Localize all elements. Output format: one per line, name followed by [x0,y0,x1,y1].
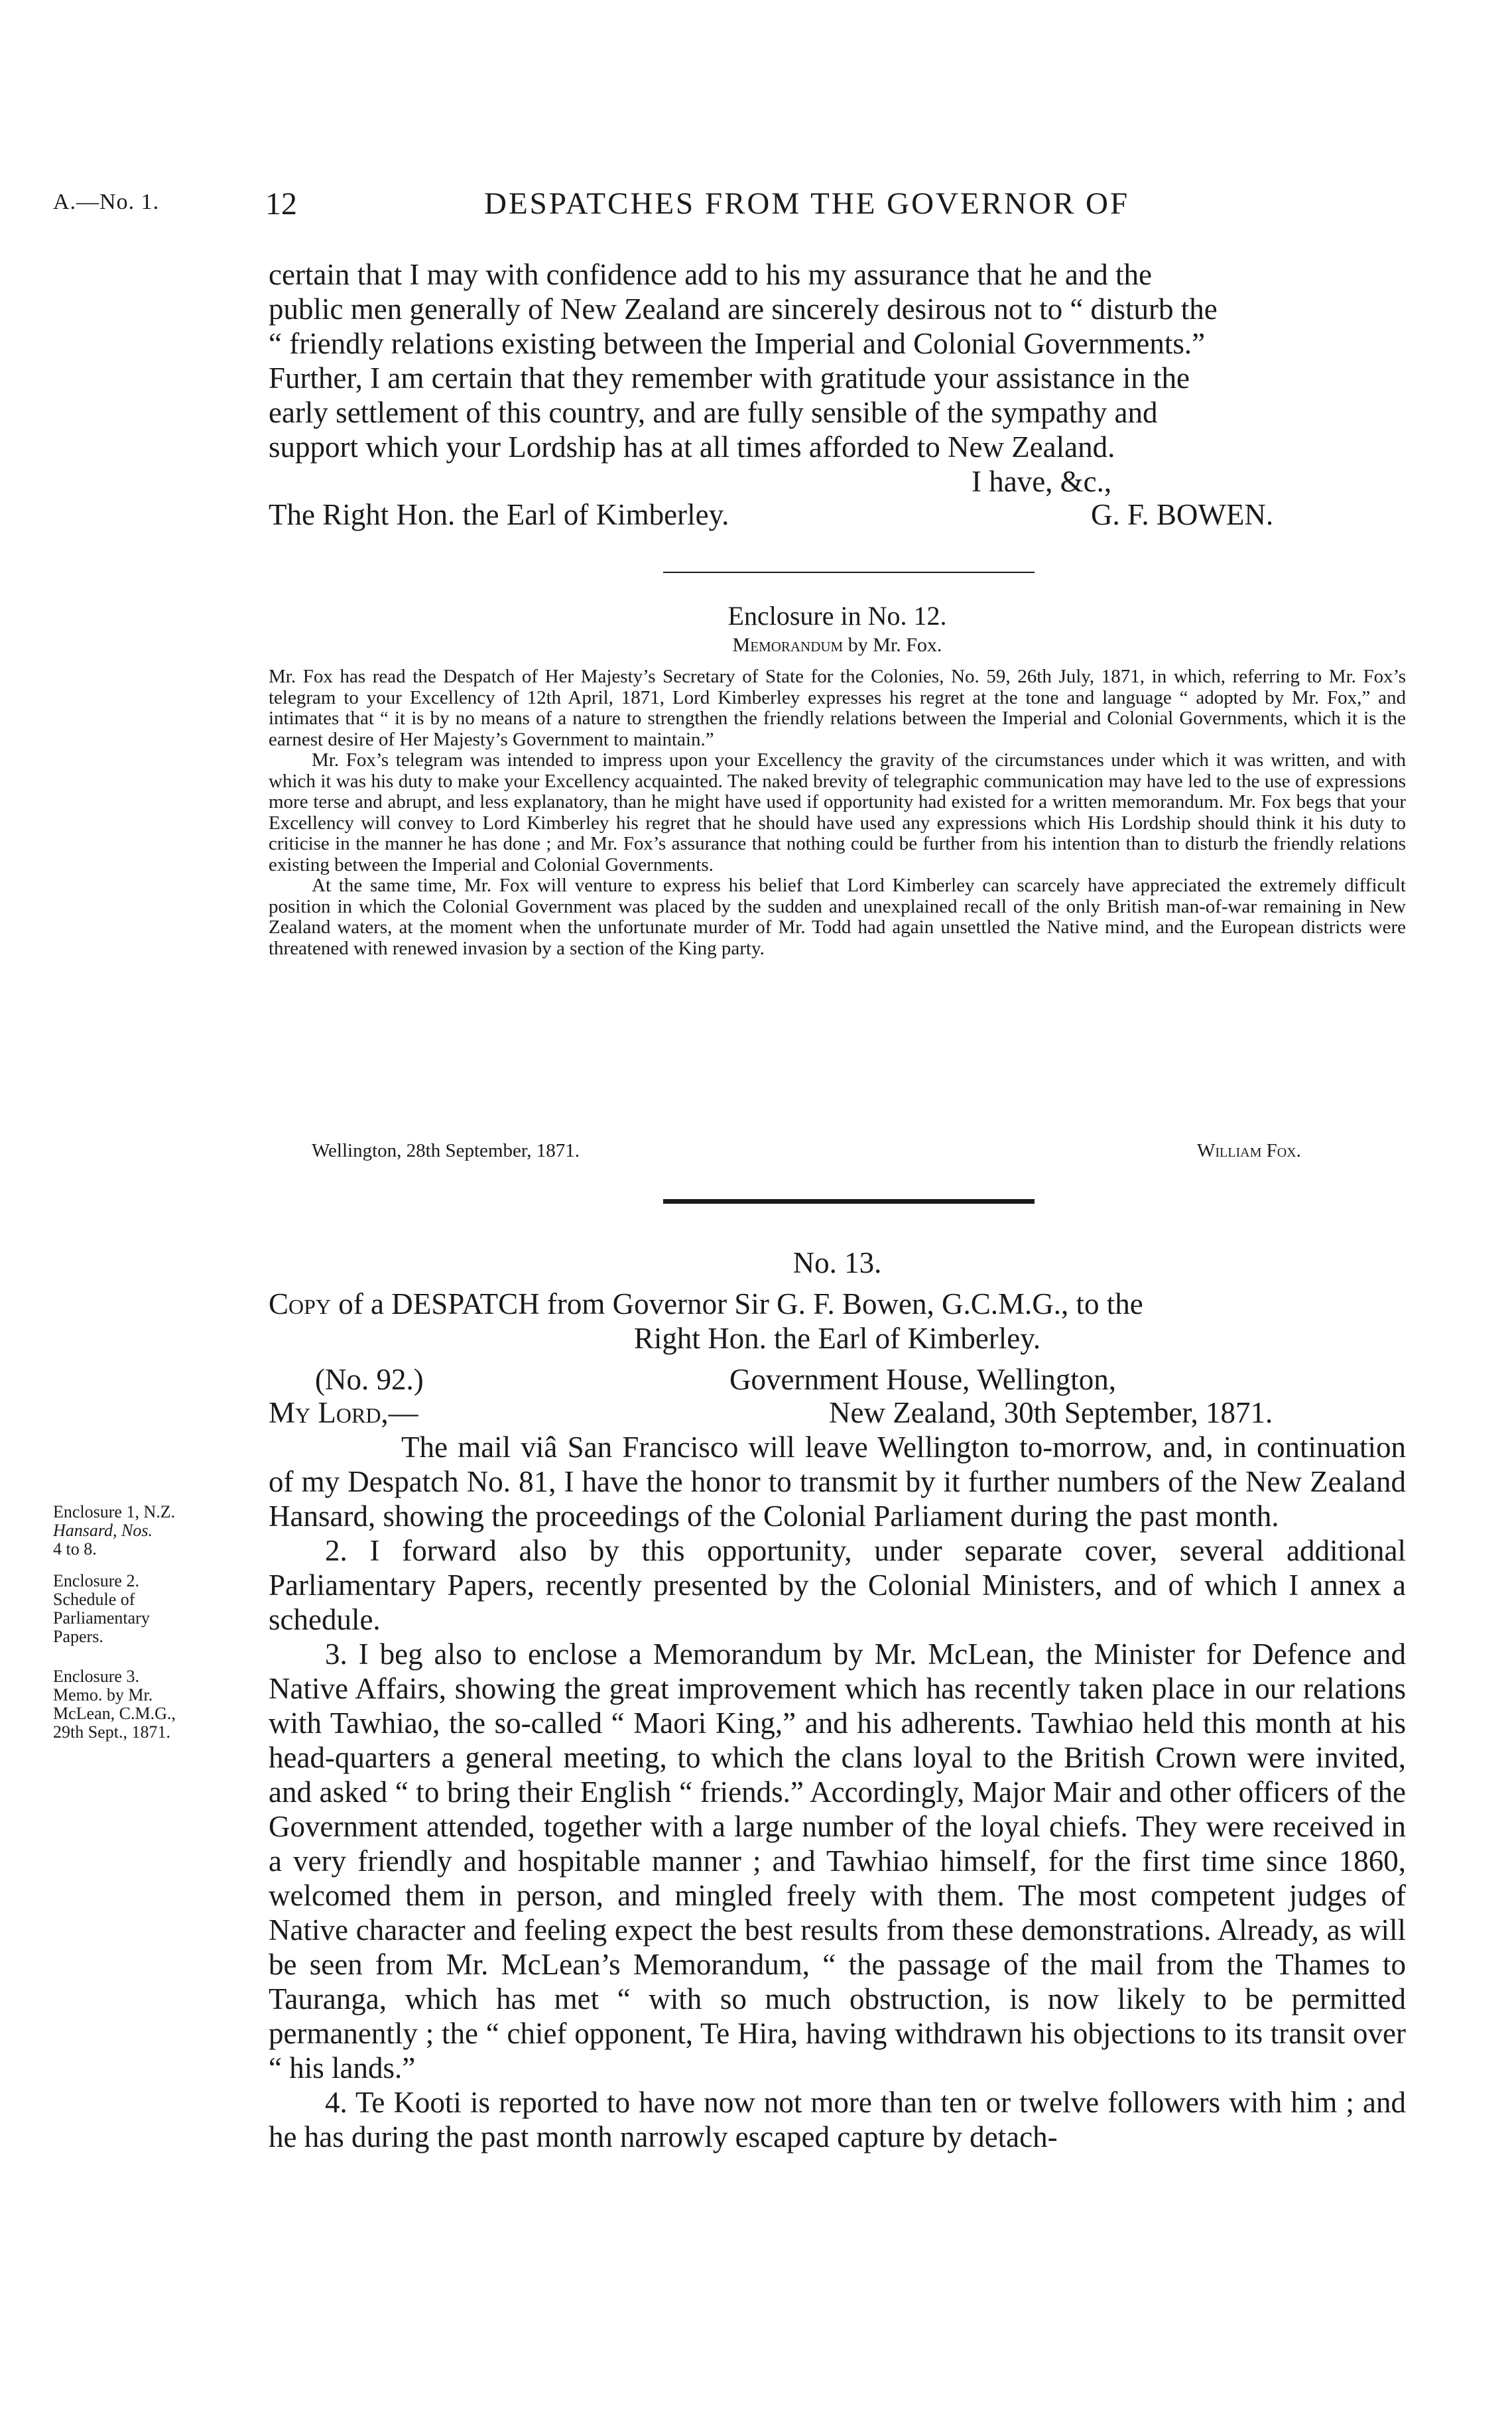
margin-note-enclosure-3: Enclosure 3. Memo. by Mr. McLean, C.M.G., 29th Sept., 1871. [53,1667,176,1742]
despatch-body [269,1430,1406,2154]
text-line: public men generally of New Zealand are sincerely desirous not to “ disturb the [269,292,1218,326]
memo-paragraph: Mr. Fox’s telegram was intended to impress upon your Excellency the gravity of the circumstances under which it was written, and with which it was his duty to make your Excellency acquainted. The naked brevity of telegraphic communication may have led to the use of expressions more terse and abrupt, and less explanatory, than he might have used if opportunity had existed for a written memorandum. Mr. Fox begs that your Excellency will convey to Lord Kimberley his regret that he should have used any expressions which His Lordship should think it his duty to criticise in the manner he has done ; and Mr. Fox’s assurance that nothing could be further from his intention than to disturb the friendly relations existing between the Imperial and Colonial Governments. [269,749,1406,875]
memo-signature: William Fox. [1197,1140,1301,1161]
despatch-paragraph: 3. I beg also to enclose a Memorandum by Mr. McLean, the Minister for Defence and Native Affairs, showing the great improvement which has recently taken place in our relations with Tawhiao, the so-called “ Maori King,” and his adherents. Tawhiao held this month at his head-quarters a general meeting, to which the clans loyal to the British Crown were invited, and asked “ to bring their English “ friends.” Accordingly, Major Mair and other officers of the Government attended, together with a large number of the loyal chiefs. They were received in a very friendly and hospitable manner ; and Tawhiao himself, for the first time since 1860, welcomed them in person, and mingled freely with them. The most competent judges of Native character and feeling expect the best results from these demonstrations. Already, as will be seen from Mr. McLean’s Memorandum, “ the passage of the mail from the Thames to Tauranga, which has met “ with so much obstruction, is now likely to be permitted permanently ; the “ chief opponent, Te Hira, having withdrawn his objections to its transit over “ his lands.” [269,1637,1406,2084]
address-line1: Government House, Wellington, [729,1363,1116,1396]
text-line: support which your Lordship has at all times afforded to New Zealand. [269,430,1115,464]
running-header [53,186,1459,225]
despatch-title: Copy of a DESPATCH from Governor Sir G. F. Bowen, G.C.M.G., to the [269,1287,1143,1320]
text-line: early settlement of this country, and are fully sensible of the sympathy and [269,396,1158,429]
enclosure-heading: Enclosure in No. 12. [727,601,947,631]
text-line: certain that I may with confidence add to his my assurance that he and the [269,258,1153,291]
closing-formula: I have, &c., [972,465,1112,498]
despatch-number: No. 13. [792,1246,882,1279]
despatch-paragraph: The mail viâ San Francisco will leave Wellington to-morrow, and, in continuation of my Despatch No. 81, I have the honor to transmit by it further numbers of the New Zealand Hansard, showing the proceedings of the Colonial Parliament during the past month. [269,1431,1406,1533]
section-divider-heavy [663,1199,1035,1204]
memorandum-text [269,667,1406,959]
text-line: “ friendly relations existing between the Imperial and Colonial Governments.” [269,327,1206,360]
section-divider [663,572,1035,573]
address-line2: New Zealand, 30th September, 1871. [829,1396,1273,1429]
paper-reference: A.—No. 1. [53,190,160,214]
despatch-no: (No. 92.) [315,1363,424,1396]
running-title: DESPATCHES FROM THE GOVERNOR OF [484,186,1130,221]
text-line: Further, I am certain that they remember with gratitude your assistance in the [269,361,1190,395]
margin-note-enclosure-2: Enclosure 2. Schedule of Parliamentary Papers. [53,1571,150,1646]
despatch-paragraph: 4. Te Kooti is reported to have now not more than ten or twelve followers with him ; and he has during the past month narrowly escaped capture by detach- [269,2086,1406,2153]
memo-paragraph: Mr. Fox has read the Despatch of Her Majesty’s Secretary of State for the Colonies, No. 59, 26th July, 1871, in which, referring to Mr. Fox’s telegram to your Excellency of 12th April, 1871, Lord Kimberley expresses his regret at the tone and language “ adopted by Mr. Fox,” and intimates that “ it is by no means of a nature to strengthen the friendly relations between the Imperial and Colonial Governments, which it is the earnest desire of Her Majesty’s Government to maintain.” [269,666,1406,750]
salutation: My Lord,— [269,1396,418,1429]
place-date: Wellington, 28th September, 1871. [312,1140,580,1161]
enclosure-subheading: Memorandum by Mr. Fox. [732,634,942,656]
addressee: The Right Hon. the Earl of Kimberley. [269,498,729,531]
memo-paragraph: At the same time, Mr. Fox will venture to express his belief that Lord Kimberley can scarcely have appreciated the extremely difficult position in which the Colonial Government was placed by the sudden and unexplained recall of the only British man-of-war remaining in New Zealand waters, at the moment when the unfortunate murder of Mr. Todd had again unsettled the Native mind, and the European districts were threatened with renewed invasion by a section of the King party. [269,875,1406,959]
despatch-title-line2: Right Hon. the Earl of Kimberley. [633,1322,1041,1355]
despatch-paragraph: 2. I forward also by this opportunity, under separate cover, several additional Parliamentary Papers, recently presented by the Colonial Ministers, and of which I annex a schedule. [269,1534,1406,1636]
page-number: 12 [265,186,297,222]
letter-end-text [269,257,1406,464]
margin-note-enclosure-1: Enclosure 1, N.Z. Hansard, Nos. 4 to 8. [53,1502,176,1559]
signature: G. F. BOWEN. [1091,498,1274,531]
